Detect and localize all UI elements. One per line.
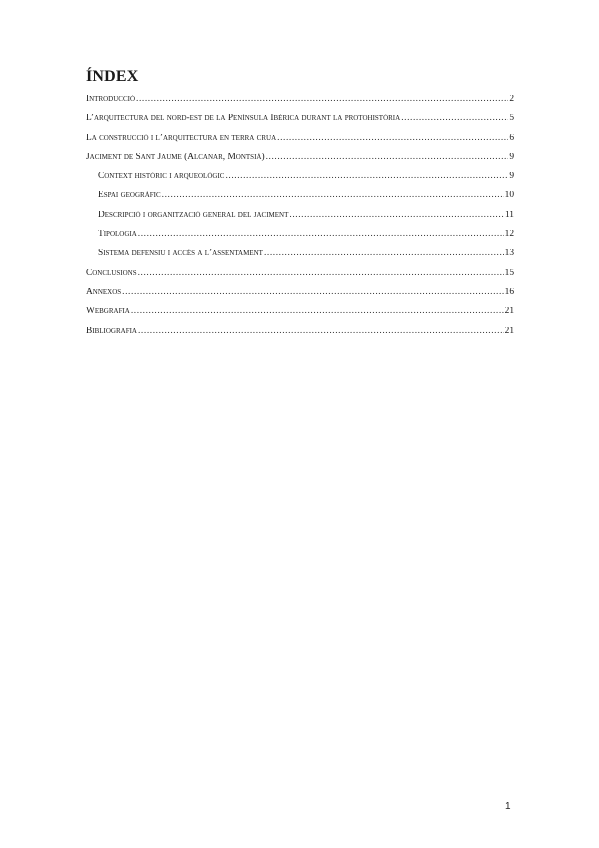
toc-leader-dots [138,230,504,239]
toc-entry-page: 21 [504,326,514,336]
toc-entry-page: 9 [509,152,514,162]
toc-entry[interactable] [86,153,514,172]
toc-leader-dots [289,211,504,220]
toc-entry-page: 16 [504,287,514,297]
toc-entry-label: Webgrafia [86,307,130,317]
toc-leader-dots [225,172,508,181]
toc-entry-label: Context històric i arqueològic [98,172,225,182]
toc-entry-label: Bibliografia [86,326,137,336]
toc-entry-label: Espai geogràfic [98,191,161,201]
toc-entry-label: La construcció i l’arquitectura en terra crua [86,133,277,143]
toc-leader-dots [131,307,504,316]
toc-entry-page: 2 [509,95,514,104]
page-number: 1 [505,801,511,812]
toc-leader-dots [264,249,504,258]
toc-entry[interactable] [86,134,514,153]
toc-entry-page: 21 [504,307,514,317]
toc-subentry[interactable] [86,191,514,210]
toc-entry-label: Annexos [86,287,122,297]
toc-entry-page: 12 [504,230,514,240]
toc-entry[interactable] [86,288,514,307]
toc-subentry[interactable] [86,230,514,249]
toc-entry-label: Jaciment de Sant Jaume (Alcanar, Montsià) [86,152,265,162]
toc-subentry[interactable] [86,211,514,230]
toc-leader-dots [266,153,509,162]
toc-entry-page: 6 [509,133,514,143]
toc-entry[interactable] [86,307,514,326]
toc-leader-dots [136,95,508,104]
toc-entry-page: 5 [509,114,514,124]
toc-leader-dots [138,269,504,278]
toc-entry-page: 15 [504,268,514,278]
table-of-contents [86,95,514,346]
toc-entry-page: 9 [509,172,514,182]
toc-entry-page: 11 [504,210,514,220]
toc-leader-dots [138,327,504,336]
toc-subentry[interactable] [86,249,514,268]
index-title: ÍNDEX [86,68,139,85]
toc-subentry[interactable] [86,172,514,191]
toc-entry-label: Introducció [86,95,136,104]
toc-entry-label: Sistema defensiu i accés a l’assentament [98,249,263,259]
toc-entry-page: 10 [504,191,514,201]
toc-entry-label: Tipologia [98,230,137,240]
toc-leader-dots [277,134,508,143]
toc-leader-dots [162,191,504,200]
toc-entry[interactable] [86,114,514,133]
toc-entry-label: Descripció i organització general del jaciment [98,210,289,220]
toc-leader-dots [122,288,503,297]
toc-entry-page: 13 [504,249,514,259]
toc-entry[interactable] [86,95,514,114]
toc-entry[interactable] [86,327,514,346]
toc-leader-dots [401,114,508,123]
toc-entry-label: L’arquitectura del nord-est de la Península Ibèrica durant la protohistòria [86,114,401,124]
toc-entry-label: Conclusions [86,268,137,278]
toc-entry[interactable] [86,269,514,288]
